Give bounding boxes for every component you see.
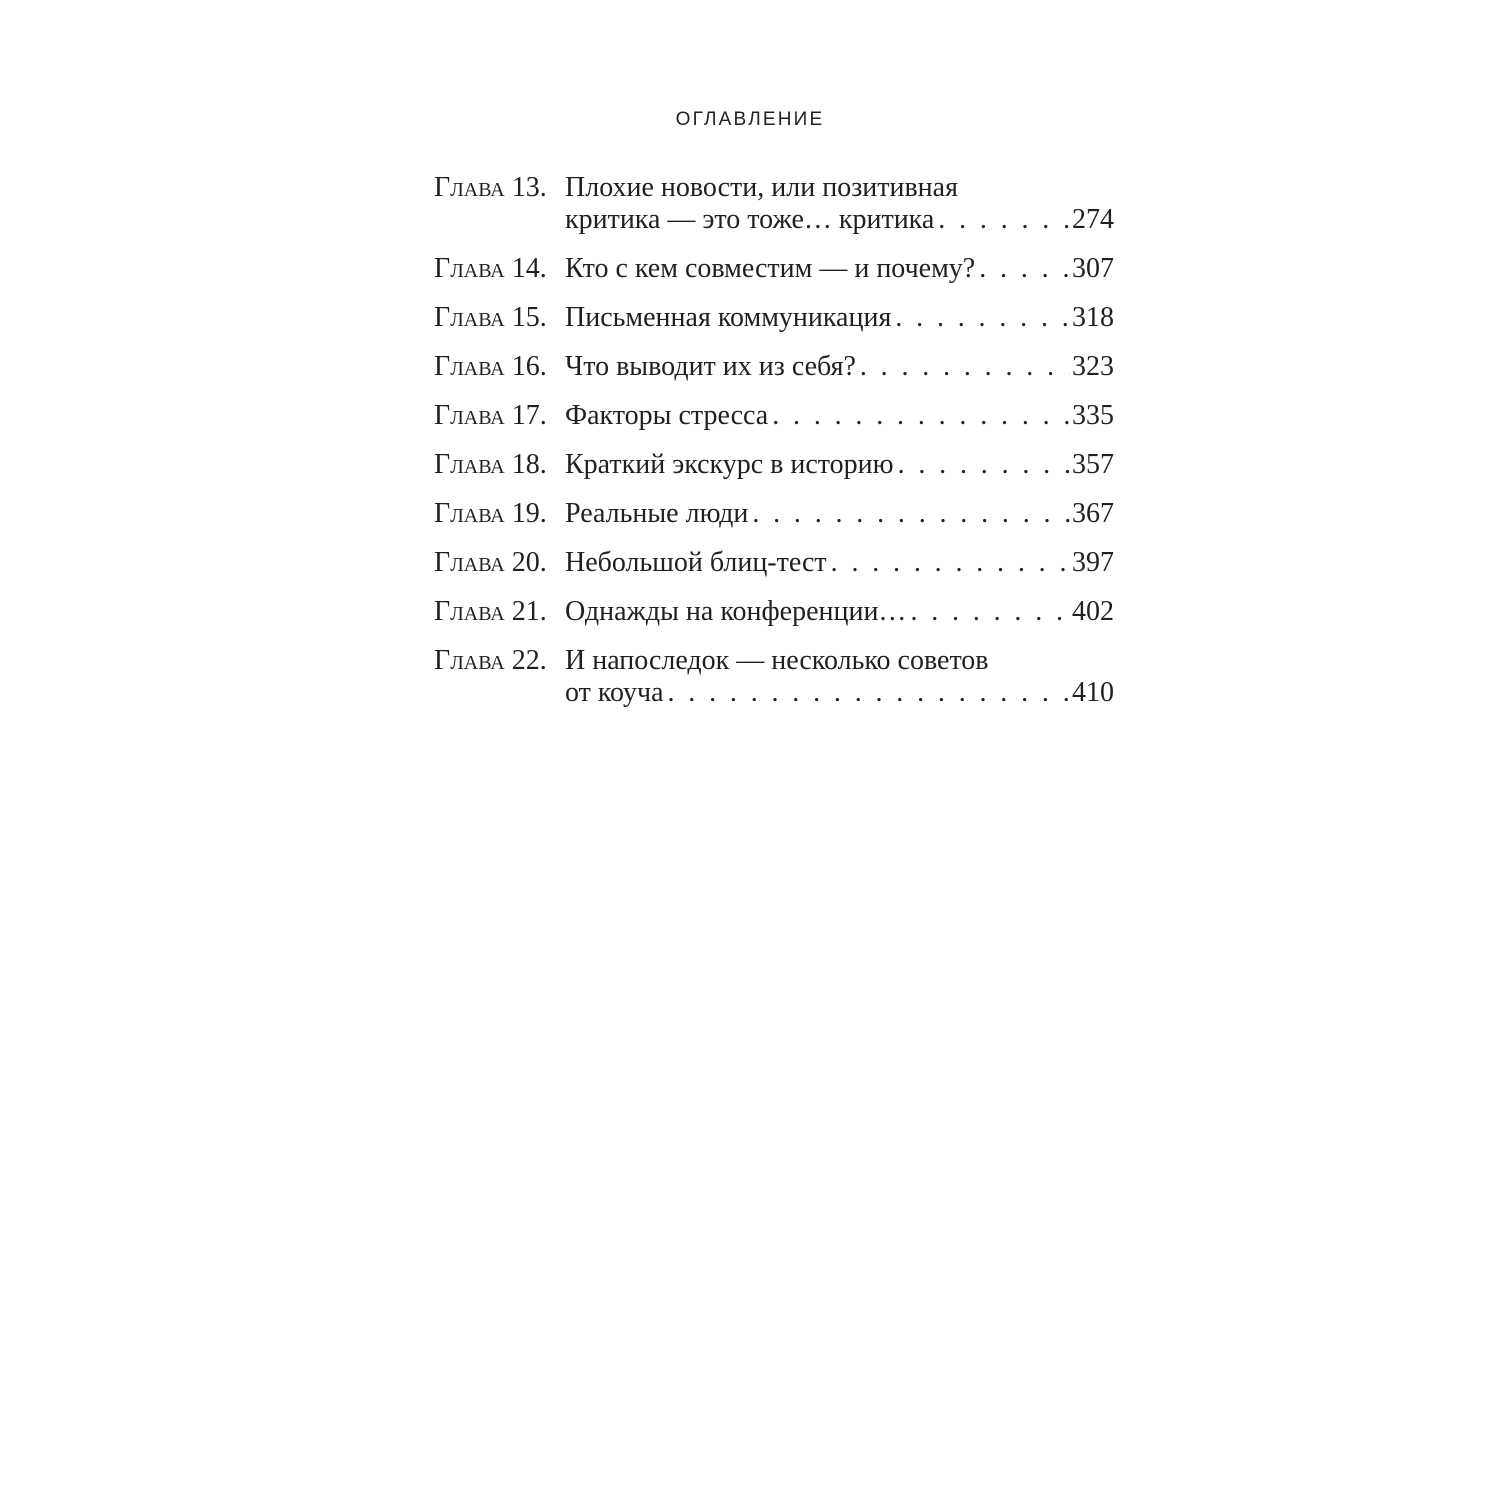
toc-entry-chapter-22[interactable] xyxy=(434,645,1114,709)
chapter-title xyxy=(565,351,1114,383)
toc-entry-chapter-16[interactable] xyxy=(434,351,1114,383)
chapter-title-last-line xyxy=(565,547,1114,579)
chapter-title xyxy=(565,400,1114,432)
chapter-title xyxy=(565,302,1114,334)
chapter-title xyxy=(565,645,1114,709)
chapter-title-text: Небольшой блиц-тест xyxy=(565,547,827,578)
toc-entry-chapter-18[interactable] xyxy=(434,449,1114,481)
chapter-title xyxy=(565,172,1114,236)
dot-leader xyxy=(979,253,1070,285)
dot-leader xyxy=(668,677,1071,709)
toc-entry-chapter-13[interactable] xyxy=(434,172,1114,236)
dot-leader xyxy=(860,351,1070,383)
dot-leader xyxy=(752,498,1070,530)
chapter-title-line: И напоследок — несколько советов xyxy=(565,645,989,676)
chapter-title-text: от коуча xyxy=(565,677,664,708)
chapter-label: Глава 18. xyxy=(434,449,547,480)
page-number: 367 xyxy=(1072,498,1114,529)
chapter-title-text: Краткий экскурс в историю xyxy=(565,449,894,480)
toc-entry-chapter-14[interactable] xyxy=(434,253,1114,285)
toc-entry-chapter-15[interactable] xyxy=(434,302,1114,334)
page-number: 397 xyxy=(1072,547,1114,578)
chapter-title-last-line xyxy=(565,400,1114,432)
page-number: 357 xyxy=(1072,449,1114,480)
chapter-label: Глава 14. xyxy=(434,253,547,284)
page-number: 318 xyxy=(1072,302,1114,333)
dot-leader xyxy=(831,547,1070,579)
chapter-title-last-line xyxy=(565,351,1114,383)
chapter-title-last-line xyxy=(565,253,1114,285)
toc-entry-chapter-21[interactable] xyxy=(434,596,1114,628)
chapter-label: Глава 16. xyxy=(434,351,547,382)
chapter-label: Глава 20. xyxy=(434,547,547,578)
chapter-title xyxy=(565,547,1114,579)
chapter-title-text: Что выводит их из себя? xyxy=(565,351,856,382)
page-number: 307 xyxy=(1072,253,1114,284)
chapter-label: Глава 13. xyxy=(434,172,547,203)
toc-entry-chapter-19[interactable] xyxy=(434,498,1114,530)
chapter-title-text: критика — это тоже… критика xyxy=(565,204,935,235)
chapter-title-text: Письменная коммуникация xyxy=(565,302,892,333)
chapter-title-text: Однажды на конференции… xyxy=(565,596,907,627)
table-of-contents xyxy=(434,172,1114,726)
page-number: 410 xyxy=(1072,677,1114,708)
page-number: 274 xyxy=(1072,204,1114,235)
chapter-title xyxy=(565,449,1114,481)
chapter-label: Глава 15. xyxy=(434,302,547,333)
chapter-title-last-line xyxy=(565,677,1114,709)
dot-leader xyxy=(910,596,1070,628)
chapter-title-last-line xyxy=(565,302,1114,334)
dot-leader xyxy=(895,302,1070,334)
chapter-title-last-line xyxy=(565,596,1114,628)
chapter-title xyxy=(565,596,1114,628)
chapter-label: Глава 19. xyxy=(434,498,547,529)
chapter-title-last-line xyxy=(565,449,1114,481)
chapter-title-line: Плохие новости, или позитивная xyxy=(565,172,958,203)
chapter-title-text: Кто с кем совместим — и почему? xyxy=(565,253,976,284)
page-number: 323 xyxy=(1072,351,1114,382)
toc-entry-chapter-17[interactable] xyxy=(434,400,1114,432)
chapter-title-text: Реальные люди xyxy=(565,498,749,529)
dot-leader xyxy=(938,204,1070,236)
page-title: ОГЛАВЛЕНИЕ xyxy=(675,109,825,130)
chapter-title xyxy=(565,498,1114,530)
chapter-title-text: Факторы стресса xyxy=(565,400,769,431)
chapter-label: Глава 17. xyxy=(434,400,547,431)
dot-leader xyxy=(898,449,1070,481)
page-number: 402 xyxy=(1072,596,1114,627)
chapter-title-last-line xyxy=(565,204,1114,236)
toc-entry-chapter-20[interactable] xyxy=(434,547,1114,579)
chapter-title xyxy=(565,253,1114,285)
chapter-title-last-line xyxy=(565,498,1114,530)
dot-leader xyxy=(772,400,1070,432)
page-number: 335 xyxy=(1072,400,1114,431)
chapter-label: Глава 22. xyxy=(434,645,547,676)
chapter-label: Глава 21. xyxy=(434,596,547,627)
